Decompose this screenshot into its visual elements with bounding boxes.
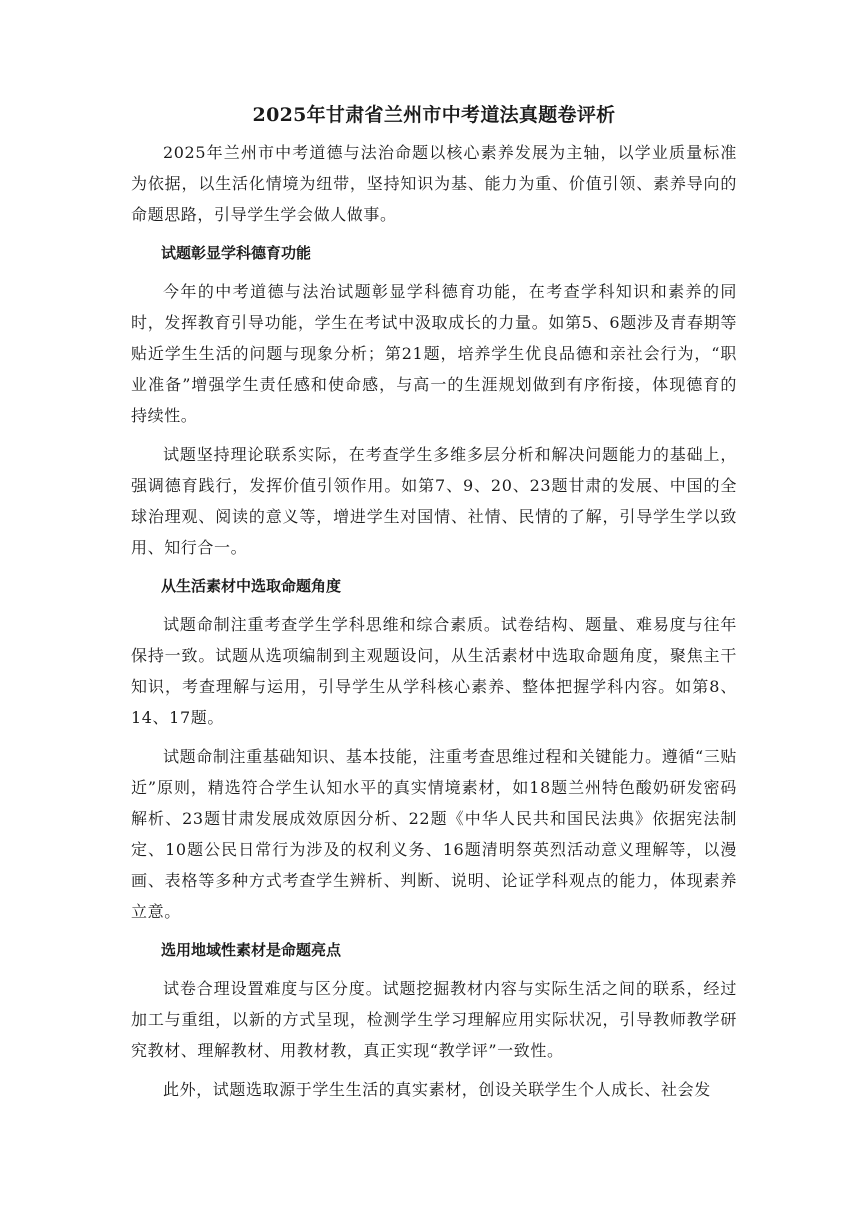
section-heading: 试题彰显学科德育功能 bbox=[161, 244, 312, 262]
document-body bbox=[131, 101, 737, 1113]
body-paragraph: 此外，试题选取源于学生生活的真实素材，创设关联学生个人成长、社会发 bbox=[163, 1080, 711, 1099]
body-paragraph: 试题命制注重考查学生学科思维和综合素质。试卷结构、题量、难易度与往年保持一致。试题从选项编制到主观题设问，从生活素材中选取命题角度，聚焦主干知识，考查理解与运用，引导学生从学科核心素养、整体把握学科内容。如第8、14、17题。 bbox=[131, 615, 737, 727]
section-heading: 选用地域性素材是命题亮点 bbox=[161, 941, 342, 959]
section-heading: 从生活素材中选取命题角度 bbox=[161, 577, 342, 595]
document-title: 2025年甘肃省兰州市中考道法真题卷评析 bbox=[252, 104, 616, 126]
section-regional-materials bbox=[131, 935, 737, 1105]
section-moral-education bbox=[131, 238, 737, 563]
body-paragraph: 试卷合理设置难度与区分度。试题挖掘教材内容与实际生活之间的联系，经过加工与重组，以新的方式呈现，检测学生学习理解应用实际状况，引导教师教学研究教材、理解教材、用教材教，真正实现“教学评”一致性。 bbox=[131, 979, 737, 1060]
body-paragraph: 试题坚持理论联系实际，在考查学生多维多层分析和解决问题能力的基础上，强调德育践行，发挥价值引领作用。如第7、9、20、23题甘肃的发展、中国的全球治理观、阅读的意义等，增进学生对国情、社情、民情的了解，引导学生学以致用、知行合一。 bbox=[131, 445, 737, 557]
body-paragraph: 试题命制注重基础知识、基本技能，注重考查思维过程和关键能力。遵循“三贴近”原则，精选符合学生认知水平的真实情境素材，如18题兰州特色酸奶研发密码解析、23题甘肃发展成效原因分析、22题《中华人民共和国民法典》依据宪法制定、10题公民日常行为涉及的权利义务、16题清明祭英烈活动意义理解等，以漫画、表格等多种方式考查学生辨析、判断、说明、论证学科观点的能力，体现素养立意。 bbox=[131, 747, 737, 921]
section-life-materials bbox=[131, 571, 737, 927]
body-paragraph: 今年的中考道德与法治试题彰显学科德育功能，在考查学科知识和素养的同时，发挥教育引导功能，学生在考试中汲取成长的力量。如第5、6题涉及青春期等贴近学生生活的问题与现象分析；第21题，培养学生优良品德和亲社会行为，“职业准备”增强学生责任感和使命感，与高一的生涯规划做到有序衔接，体现德育的持续性。 bbox=[131, 282, 737, 425]
intro-paragraph: 2025年兰州市中考道德与法治命题以核心素养发展为主轴，以学业质量标准为依据，以生活化情境为纽带，坚持知识为基、能力为重、价值引领、素养导向的命题思路，引导学生学会做人做事。 bbox=[131, 143, 737, 224]
